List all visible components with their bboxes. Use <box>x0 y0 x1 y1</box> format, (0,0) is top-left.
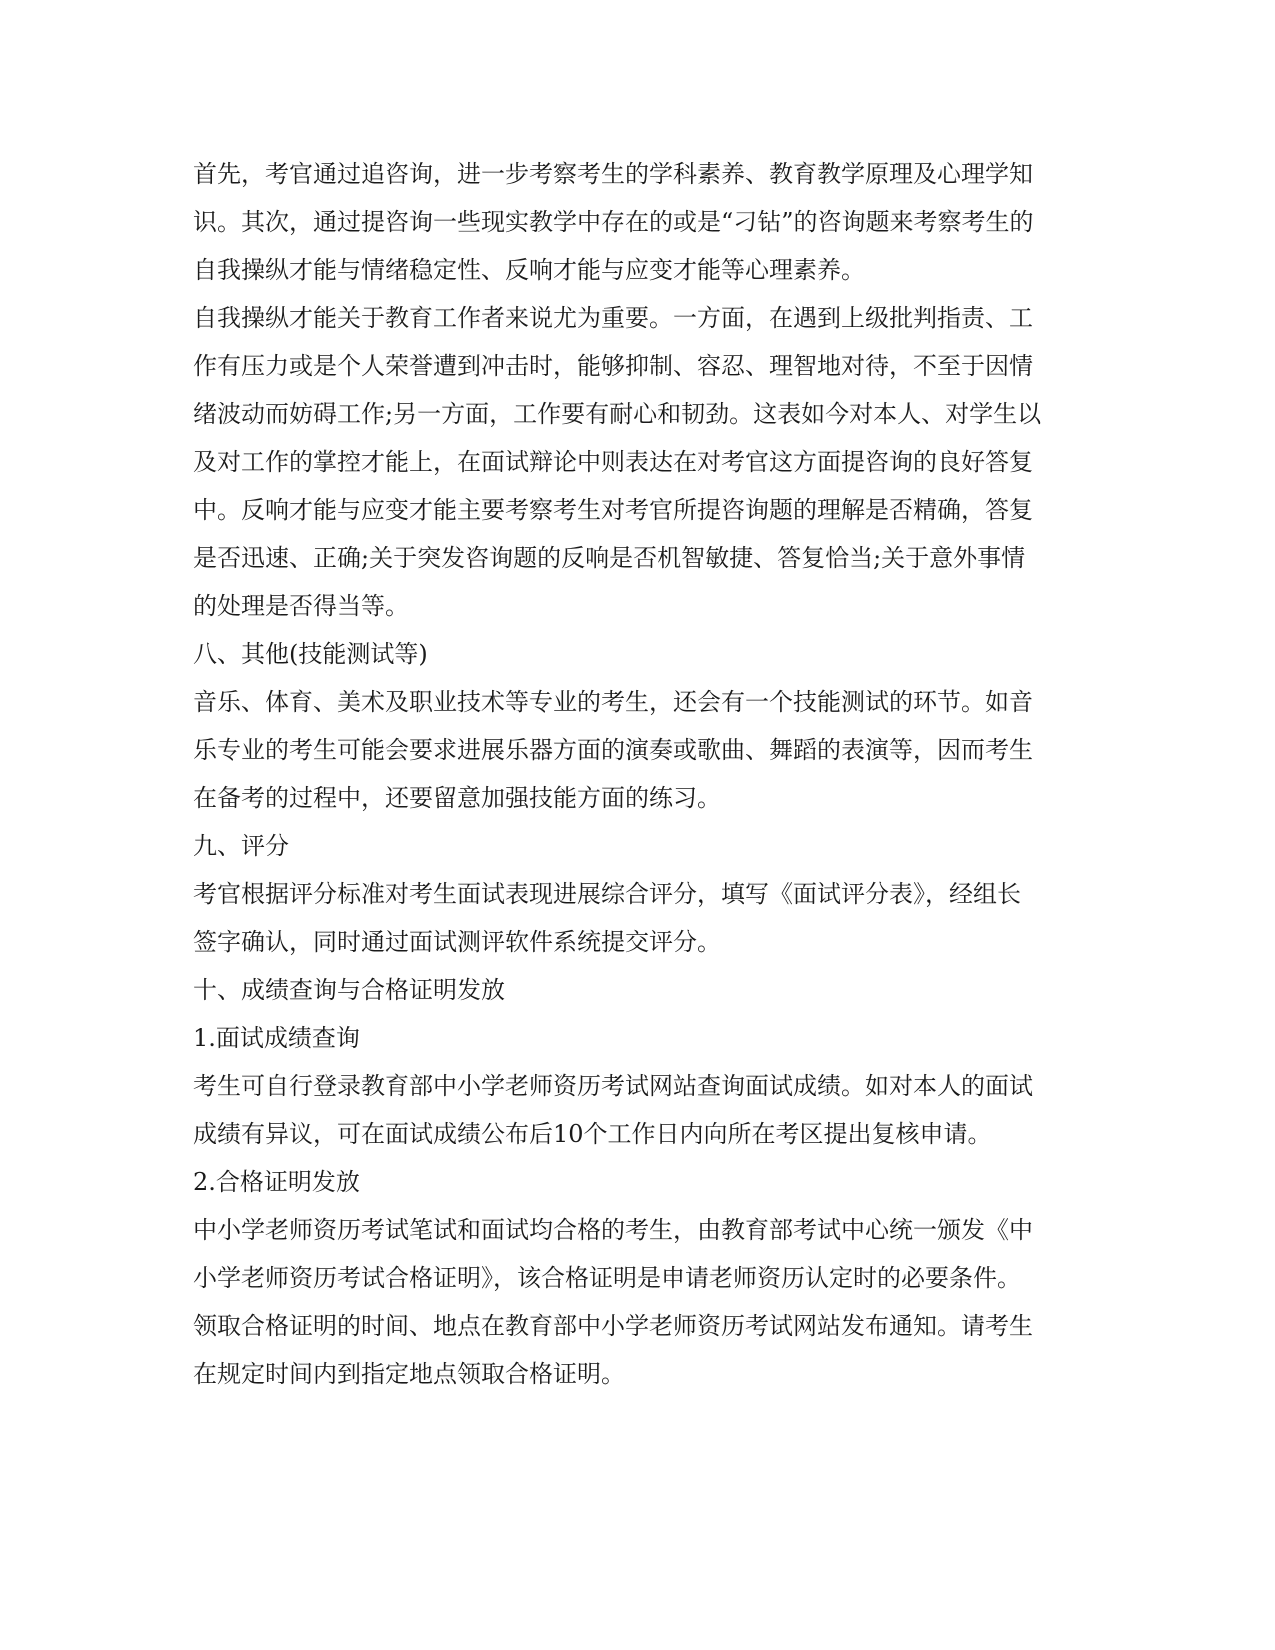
text-line: 领取合格证明的时间、地点在教育部中小学老师资历考试网站发布通知。请考生 <box>193 1312 1033 1340</box>
text-line: 自我操纵才能与情绪稳定性、反响才能与应变才能等心理素养。 <box>193 256 865 284</box>
document-body <box>193 150 1083 1398</box>
text-line: 作有压力或是个人荣誉遭到冲击时，能够抑制、容忍、理智地对待，不至于因情 <box>193 352 1033 380</box>
section-heading: 十、成绩查询与合格证明发放 <box>193 976 505 1004</box>
subsection-heading: 2.合格证明发放 <box>193 1168 360 1196</box>
section-heading: 九、评分 <box>193 832 289 860</box>
text-line: 中小学老师资历考试笔试和面试均合格的考生，由教育部考试中心统一颁发《中 <box>193 1216 1033 1244</box>
text-line: 小学老师资历考试合格证明》，该合格证明是申请老师资历认定时的必要条件。 <box>193 1264 1021 1292</box>
text-line: 绪波动而妨碍工作;另一方面，工作要有耐心和韧劲。这表如今对本人、对学生以 <box>193 400 1042 428</box>
text-line: 自我操纵才能关于教育工作者来说尤为重要。一方面，在遇到上级批判指责、工 <box>193 304 1033 332</box>
text-line: 音乐、体育、美术及职业技术等专业的考生，还会有一个技能测试的环节。如音 <box>193 688 1033 716</box>
text-line: 乐专业的考生可能会要求进展乐器方面的演奏或歌曲、舞蹈的表演等，因而考生 <box>193 736 1033 764</box>
text-line: 成绩有异议，可在面试成绩公布后10个工作日内向所在考区提出复核申请。 <box>193 1120 992 1148</box>
text-line: 在规定时间内到指定地点领取合格证明。 <box>193 1360 625 1388</box>
text-line: 的处理是否得当等。 <box>193 592 409 620</box>
text-line: 签字确认，同时通过面试测评软件系统提交评分。 <box>193 928 721 956</box>
text-line: 首先，考官通过追咨询，进一步考察考生的学科素养、教育教学原理及心理学知 <box>193 160 1033 188</box>
text-line: 是否迅速、正确;关于突发咨询题的反响是否机智敏捷、答复恰当;关于意外事情 <box>193 544 1026 572</box>
subsection-heading: 1.面试成绩查询 <box>193 1024 360 1052</box>
section-heading: 八、其他(技能测试等) <box>193 640 428 668</box>
text-line: 考生可自行登录教育部中小学老师资历考试网站查询面试成绩。如对本人的面试 <box>193 1072 1033 1100</box>
text-line: 识。其次，通过提咨询一些现实教学中存在的或是“刁钻”的咨询题来考察考生的 <box>193 208 1034 236</box>
text-line: 考官根据评分标准对考生面试表现进展综合评分，填写《面试评分表》，经组长 <box>193 880 1021 908</box>
text-line: 中。反响才能与应变才能主要考察考生对考官所提咨询题的理解是否精确，答复 <box>193 496 1033 524</box>
text-line: 及对工作的掌控才能上，在面试辩论中则表达在对考官这方面提咨询的良好答复 <box>193 448 1033 476</box>
text-line: 在备考的过程中，还要留意加强技能方面的练习。 <box>193 784 721 812</box>
